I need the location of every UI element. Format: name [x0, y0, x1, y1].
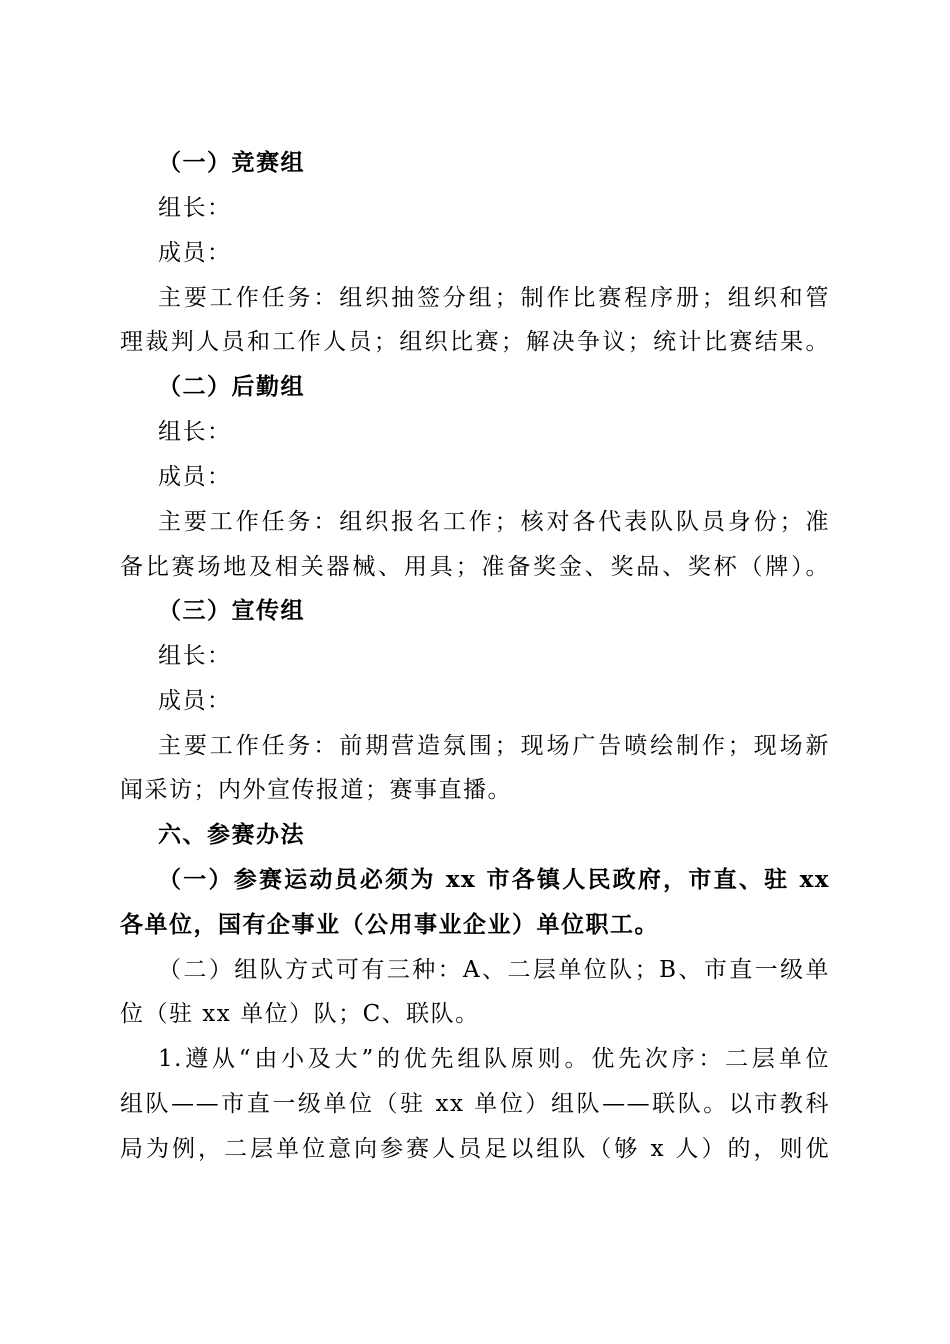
participation-rule1-line1: 1.遵从“由小及大”的优先组队原则。优先次序：二层单位 [158, 1046, 830, 1072]
logistics-group-members: 成员： [158, 464, 232, 490]
participation-item1-line1: （一）参赛运动员必须为 xx 市各镇人民政府，市直、驻 xx [158, 866, 830, 893]
competition-group-leader: 组长： [158, 195, 232, 221]
logistics-group-task-line2: 备比赛场地及相关器械、用具；准备奖金、奖品、奖杯（牌）。 [120, 554, 830, 580]
participation-rule1-line3: 局为例，二层单位意向参赛人员足以组队（够 x 人）的，则优 [120, 1136, 830, 1162]
publicity-group-task-line2: 闻采访；内外宣传报道；赛事直播。 [120, 777, 512, 803]
participation-item1-line2: 各单位，国有企事业（公用事业企业）单位职工。 [120, 911, 659, 938]
competition-group-task-line1: 主要工作任务：组织抽签分组；制作比赛程序册；组织和管 [158, 285, 830, 311]
participation-item2-line1: （二）组队方式可有三种：A、二层单位队；B、市直一级单 [158, 957, 830, 983]
participation-rule1-line2: 组队——市直一级单位（驻 xx 单位）组队——联队。以市教科 [120, 1091, 830, 1117]
publicity-group-leader: 组长： [158, 643, 232, 669]
competition-group-task-line2: 理裁判人员和工作人员；组织比赛；解决争议；统计比赛结果。 [120, 329, 830, 355]
logistics-group-heading: （二）后勤组 [158, 373, 305, 400]
competition-group-heading: （一）竞赛组 [158, 149, 305, 176]
participation-heading: 六、参赛办法 [158, 821, 305, 848]
publicity-group-task-line1: 主要工作任务：前期营造氛围；现场广告喷绘制作；现场新 [158, 733, 830, 759]
participation-item2-line2: 位（驻 xx 单位）队；C、联队。 [120, 1001, 480, 1027]
logistics-group-leader: 组长： [158, 419, 232, 445]
logistics-group-task-line1: 主要工作任务：组织报名工作；核对各代表队队员身份；准 [158, 509, 830, 535]
publicity-group-members: 成员： [158, 688, 232, 714]
publicity-group-heading: （三）宣传组 [158, 597, 305, 624]
competition-group-members: 成员： [158, 240, 232, 266]
